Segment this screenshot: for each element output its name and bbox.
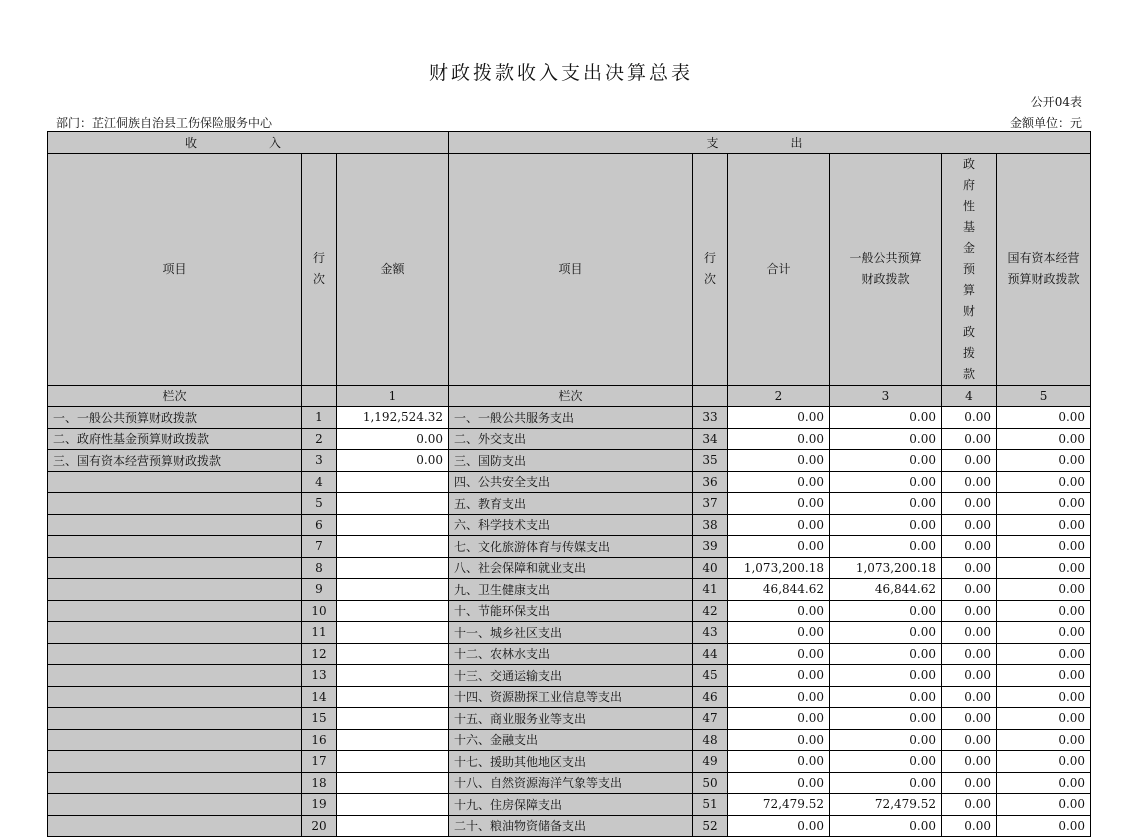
total-cell: 0.00 <box>728 493 830 515</box>
income-amount-cell <box>337 622 449 644</box>
fund-budget-cell: 0.00 <box>942 471 997 493</box>
state-capital-cell: 0.00 <box>997 493 1091 515</box>
column-index-5: 5 <box>997 385 1091 407</box>
report-title: 财政拨款收入支出决算总表 <box>428 62 693 84</box>
expense-item-cell: 十四、资源勘探工业信息等支出 <box>449 686 693 708</box>
income-row-cell: 20 <box>302 815 337 837</box>
income-amount-cell <box>337 557 449 579</box>
income-row-cell: 4 <box>302 471 337 493</box>
state-capital-cell: 0.00 <box>997 514 1091 536</box>
income-item-cell <box>48 557 302 579</box>
fund-budget-cell: 0.00 <box>942 729 997 751</box>
expense-row-header: 行次 <box>693 153 728 385</box>
general-budget-cell: 0.00 <box>830 686 942 708</box>
fund-budget-header: 政府性基金预算财政拨款 <box>942 153 997 385</box>
state-capital-cell: 0.00 <box>997 794 1091 816</box>
general-budget-cell: 0.00 <box>830 815 942 837</box>
income-item-cell <box>48 514 302 536</box>
fund-budget-cell: 0.00 <box>942 622 997 644</box>
state-capital-cell: 0.00 <box>997 708 1091 730</box>
expense-row-cell: 43 <box>693 622 728 644</box>
expense-row-cell: 49 <box>693 751 728 773</box>
column-index-4: 4 <box>942 385 997 407</box>
income-amount-cell <box>337 772 449 794</box>
expense-item-cell: 七、文化旅游体育与传媒支出 <box>449 536 693 558</box>
fund-budget-cell: 0.00 <box>942 794 997 816</box>
income-item-cell <box>48 729 302 751</box>
total-cell: 0.00 <box>728 428 830 450</box>
total-cell: 0.00 <box>728 600 830 622</box>
expense-row-cell: 34 <box>693 428 728 450</box>
total-cell: 0.00 <box>728 643 830 665</box>
income-item-cell <box>48 794 302 816</box>
table-row <box>48 514 1091 536</box>
general-budget-cell: 0.00 <box>830 428 942 450</box>
general-budget-cell: 0.00 <box>830 751 942 773</box>
income-item-cell <box>48 600 302 622</box>
expense-item-cell: 十七、援助其他地区支出 <box>449 751 693 773</box>
fund-budget-cell: 0.00 <box>942 493 997 515</box>
income-item-cell <box>48 751 302 773</box>
expense-item-cell: 十八、自然资源海洋气象等支出 <box>449 772 693 794</box>
table-row <box>48 579 1091 601</box>
expense-row-cell: 35 <box>693 450 728 472</box>
department-label: 部门：芷江侗族自治县工伤保险服务中心 <box>56 116 273 130</box>
income-amount-cell <box>337 686 449 708</box>
table-row <box>48 557 1091 579</box>
income-amount-cell <box>337 708 449 730</box>
expense-group-header: 支 出 <box>449 132 1091 154</box>
fund-budget-cell: 0.00 <box>942 600 997 622</box>
expense-row-cell: 39 <box>693 536 728 558</box>
income-item-cell: 三、国有资本经营预算财政拨款 <box>48 450 302 472</box>
total-cell: 0.00 <box>728 622 830 644</box>
total-cell: 0.00 <box>728 536 830 558</box>
table-row <box>48 686 1091 708</box>
appropriation-summary-table <box>47 131 1091 837</box>
table-row <box>48 729 1091 751</box>
column-index-3: 3 <box>830 385 942 407</box>
income-amount-cell <box>337 751 449 773</box>
column-index-empty <box>302 385 337 407</box>
state-capital-cell: 0.00 <box>997 428 1091 450</box>
expense-row-cell: 42 <box>693 600 728 622</box>
fund-budget-cell: 0.00 <box>942 579 997 601</box>
general-budget-cell: 46,844.62 <box>830 579 942 601</box>
income-item-cell <box>48 815 302 837</box>
table-row <box>48 772 1091 794</box>
income-item-cell: 二、政府性基金预算财政拨款 <box>48 428 302 450</box>
total-cell: 1,073,200.18 <box>728 557 830 579</box>
income-row-header: 行次 <box>302 153 337 385</box>
total-cell: 0.00 <box>728 751 830 773</box>
state-capital-cell: 0.00 <box>997 665 1091 687</box>
total-cell: 0.00 <box>728 772 830 794</box>
general-budget-cell: 0.00 <box>830 772 942 794</box>
income-item-cell <box>48 493 302 515</box>
expense-item-cell: 十五、商业服务业等支出 <box>449 708 693 730</box>
expense-row-cell: 52 <box>693 815 728 837</box>
state-capital-cell: 0.00 <box>997 407 1091 429</box>
form-number: 公开04表 <box>1030 95 1082 109</box>
general-budget-cell: 0.00 <box>830 493 942 515</box>
expense-item-cell: 六、科学技术支出 <box>449 514 693 536</box>
income-row-cell: 8 <box>302 557 337 579</box>
general-budget-cell: 0.00 <box>830 407 942 429</box>
expense-row-cell: 40 <box>693 557 728 579</box>
general-budget-header: 一般公共预算财政拨款 <box>830 153 942 385</box>
fund-budget-cell: 0.00 <box>942 450 997 472</box>
expense-item-cell: 十一、城乡社区支出 <box>449 622 693 644</box>
table-row <box>48 643 1091 665</box>
total-cell: 0.00 <box>728 514 830 536</box>
total-cell: 46,844.62 <box>728 579 830 601</box>
state-capital-cell: 0.00 <box>997 471 1091 493</box>
general-budget-cell: 0.00 <box>830 450 942 472</box>
income-amount-cell <box>337 514 449 536</box>
column-index-1: 1 <box>337 385 449 407</box>
fund-budget-cell: 0.00 <box>942 536 997 558</box>
state-capital-cell: 0.00 <box>997 536 1091 558</box>
expense-row-cell: 51 <box>693 794 728 816</box>
income-amount-cell <box>337 579 449 601</box>
state-capital-cell: 0.00 <box>997 772 1091 794</box>
expense-row-cell: 41 <box>693 579 728 601</box>
general-budget-cell: 0.00 <box>830 622 942 644</box>
general-budget-cell: 72,479.52 <box>830 794 942 816</box>
state-capital-cell: 0.00 <box>997 815 1091 837</box>
fund-budget-cell: 0.00 <box>942 428 997 450</box>
expense-item-header: 项目 <box>449 153 693 385</box>
general-budget-cell: 1,073,200.18 <box>830 557 942 579</box>
income-row-cell: 5 <box>302 493 337 515</box>
expense-row-cell: 48 <box>693 729 728 751</box>
income-item-cell <box>48 536 302 558</box>
expense-item-cell: 一、一般公共服务支出 <box>449 407 693 429</box>
table-row <box>48 428 1091 450</box>
expense-item-cell: 二十、粮油物资储备支出 <box>449 815 693 837</box>
total-cell: 0.00 <box>728 708 830 730</box>
income-amount-cell: 0.00 <box>337 428 449 450</box>
income-row-cell: 10 <box>302 600 337 622</box>
income-item-cell <box>48 579 302 601</box>
income-amount-cell <box>337 794 449 816</box>
table-row <box>48 407 1091 429</box>
income-row-cell: 13 <box>302 665 337 687</box>
state-capital-cell: 0.00 <box>997 450 1091 472</box>
expense-item-cell: 十、节能环保支出 <box>449 600 693 622</box>
expense-row-cell: 36 <box>693 471 728 493</box>
expense-row-cell: 45 <box>693 665 728 687</box>
state-capital-cell: 0.00 <box>997 686 1091 708</box>
state-capital-cell: 0.00 <box>997 751 1091 773</box>
expense-item-cell: 五、教育支出 <box>449 493 693 515</box>
expense-row-cell: 44 <box>693 643 728 665</box>
income-item-cell <box>48 643 302 665</box>
general-budget-cell: 0.00 <box>830 536 942 558</box>
fund-budget-cell: 0.00 <box>942 751 997 773</box>
column-index-2: 2 <box>728 385 830 407</box>
expense-item-cell: 九、卫生健康支出 <box>449 579 693 601</box>
expense-item-cell: 十三、交通运输支出 <box>449 665 693 687</box>
state-capital-cell: 0.00 <box>997 557 1091 579</box>
income-item-cell <box>48 622 302 644</box>
income-item-cell <box>48 686 302 708</box>
total-cell: 72,479.52 <box>728 794 830 816</box>
income-item-header: 项目 <box>48 153 302 385</box>
total-cell: 0.00 <box>728 665 830 687</box>
income-amount-cell <box>337 815 449 837</box>
income-row-cell: 1 <box>302 407 337 429</box>
expense-item-cell: 二、外交支出 <box>449 428 693 450</box>
income-item-cell <box>48 708 302 730</box>
income-row-cell: 16 <box>302 729 337 751</box>
table-row <box>48 751 1091 773</box>
table-row <box>48 600 1091 622</box>
income-row-cell: 3 <box>302 450 337 472</box>
total-header: 合计 <box>728 153 830 385</box>
table-row <box>48 815 1091 837</box>
fund-budget-cell: 0.00 <box>942 772 997 794</box>
expense-row-cell: 33 <box>693 407 728 429</box>
table-row <box>48 536 1091 558</box>
table-row <box>48 622 1091 644</box>
total-cell: 0.00 <box>728 686 830 708</box>
state-capital-cell: 0.00 <box>997 643 1091 665</box>
state-capital-header: 国有资本经营预算财政拨款 <box>997 153 1091 385</box>
table-row <box>48 665 1091 687</box>
general-budget-cell: 0.00 <box>830 665 942 687</box>
income-group-header: 收 入 <box>48 132 449 154</box>
income-row-cell: 14 <box>302 686 337 708</box>
fund-budget-cell: 0.00 <box>942 514 997 536</box>
total-cell: 0.00 <box>728 815 830 837</box>
expense-row-cell: 46 <box>693 686 728 708</box>
state-capital-cell: 0.00 <box>997 729 1091 751</box>
income-amount-cell <box>337 536 449 558</box>
expense-item-cell: 十二、农林水支出 <box>449 643 693 665</box>
state-capital-cell: 0.00 <box>997 579 1091 601</box>
general-budget-cell: 0.00 <box>830 643 942 665</box>
table-row <box>48 708 1091 730</box>
income-row-cell: 2 <box>302 428 337 450</box>
income-item-cell <box>48 665 302 687</box>
income-row-cell: 9 <box>302 579 337 601</box>
general-budget-cell: 0.00 <box>830 708 942 730</box>
income-amount-cell <box>337 600 449 622</box>
income-row-cell: 7 <box>302 536 337 558</box>
expense-item-cell: 四、公共安全支出 <box>449 471 693 493</box>
table-row <box>48 450 1091 472</box>
general-budget-cell: 0.00 <box>830 471 942 493</box>
income-row-cell: 15 <box>302 708 337 730</box>
unit-label: 金额单位：元 <box>1009 116 1082 130</box>
income-row-cell: 6 <box>302 514 337 536</box>
expense-item-cell: 十六、金融支出 <box>449 729 693 751</box>
income-row-cell: 11 <box>302 622 337 644</box>
fund-budget-cell: 0.00 <box>942 643 997 665</box>
table-row <box>48 794 1091 816</box>
income-amount-cell: 0.00 <box>337 450 449 472</box>
total-cell: 0.00 <box>728 729 830 751</box>
state-capital-cell: 0.00 <box>997 622 1091 644</box>
total-cell: 0.00 <box>728 471 830 493</box>
fund-budget-cell: 0.00 <box>942 665 997 687</box>
income-amount-cell <box>337 643 449 665</box>
table-row <box>48 493 1091 515</box>
expense-column-index-empty <box>693 385 728 407</box>
total-cell: 0.00 <box>728 450 830 472</box>
expense-item-cell: 八、社会保障和就业支出 <box>449 557 693 579</box>
expense-item-cell: 三、国防支出 <box>449 450 693 472</box>
fund-budget-cell: 0.00 <box>942 686 997 708</box>
income-row-cell: 18 <box>302 772 337 794</box>
expense-row-cell: 47 <box>693 708 728 730</box>
income-amount-cell <box>337 471 449 493</box>
general-budget-cell: 0.00 <box>830 514 942 536</box>
fund-budget-cell: 0.00 <box>942 557 997 579</box>
expense-column-index-label: 栏次 <box>449 385 693 407</box>
fund-budget-cell: 0.00 <box>942 708 997 730</box>
fund-budget-cell: 0.00 <box>942 407 997 429</box>
expense-row-cell: 37 <box>693 493 728 515</box>
expense-row-cell: 50 <box>693 772 728 794</box>
income-amount-cell <box>337 493 449 515</box>
income-amount-cell <box>337 729 449 751</box>
income-amount-cell <box>337 665 449 687</box>
income-item-cell <box>48 772 302 794</box>
expense-item-cell: 十九、住房保障支出 <box>449 794 693 816</box>
state-capital-cell: 0.00 <box>997 600 1091 622</box>
income-row-cell: 17 <box>302 751 337 773</box>
table-row <box>48 471 1091 493</box>
fund-budget-cell: 0.00 <box>942 815 997 837</box>
income-row-cell: 19 <box>302 794 337 816</box>
income-item-cell: 一、一般公共预算财政拨款 <box>48 407 302 429</box>
income-item-cell <box>48 471 302 493</box>
income-amount-header: 金额 <box>337 153 449 385</box>
expense-row-cell: 38 <box>693 514 728 536</box>
general-budget-cell: 0.00 <box>830 729 942 751</box>
general-budget-cell: 0.00 <box>830 600 942 622</box>
income-amount-cell: 1,192,524.32 <box>337 407 449 429</box>
column-index-label: 栏次 <box>48 385 302 407</box>
income-row-cell: 12 <box>302 643 337 665</box>
total-cell: 0.00 <box>728 407 830 429</box>
